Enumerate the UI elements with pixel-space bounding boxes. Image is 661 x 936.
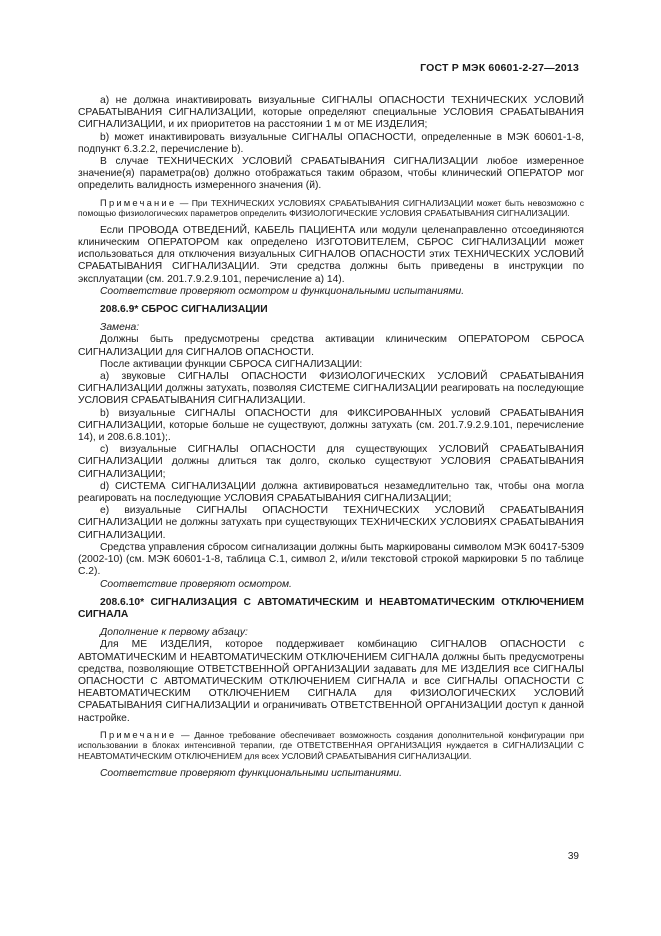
paragraph: Для МЕ ИЗДЕЛИЯ, которое поддерживает комбинацию СИГНАЛОВ ОПАСНОСТИ с АВТОМАТИЧЕСКИМ И НЕАВТОМАТИЧЕСКИМ ОТКЛЮЧЕНИЕМ СИГНАЛА должны быть предусмотрены средства, позволяющие ОТВЕТСТВЕННОЙ ОРГАНИЗАЦИИ задавать для МЕ ИЗДЕЛИЯ все СИГНАЛЫ ОПАСНОСТИ С АВТОМАТИЧЕСКИМ ОТКЛЮЧЕНИЕМ СИГНАЛА и все СИГНАЛЫ ОПАСНОСТИ С НЕАВТОМАТИЧЕСКИМ ОТКЛЮЧЕНИЕМ СИГНАЛА для ФИЗИОЛОГИЧЕСКИХ УСЛОВИЙ СРАБАТЫВАНИЯ СИГНАЛИЗАЦИИ и ограничивать ОТВЕТСТВЕННОЙ ОРГАНИЗАЦИИ доступ к данной настройке. [78,639,584,724]
paragraph: Если ПРОВОДА ОТВЕДЕНИЙ, КАБЕЛЬ ПАЦИЕНТА или модули целенаправленно отсоединяются клиническим ОПЕРАТОРОМ как определено ИЗГОТОВИТЕЛЕМ, СБРОС СИГНАЛИЗАЦИИ может использоваться для отключения визуальных СИГНАЛОВ ОПАСНОСТИ этих ТЕХНИЧЕСКИХ УСЛОВИЙ СРАБАТЫВАНИЯ СИГНАЛИЗАЦИИ. Эти средства должны быть приведены в инструкции по эксплуатации (см. 201.7.9.2.9.101, перечисление а) 14). [78,224,584,285]
note-label: Примечание [100,728,177,740]
list-item: b) визуальные СИГНАЛЫ ОПАСНОСТИ для ФИКСИРОВАННЫХ условий СРАБАТЫВАНИЯ СИГНАЛИЗАЦИИ, которые больше не существуют, должны затухать (см. 201.7.9.2.9.101, перечисление 14), и 208.6.8.101);. [78,407,584,444]
compliance-statement: Соответствие проверяют осмотром и функциональными испытаниями. [100,285,465,297]
compliance-statement: Соответствие проверяют функциональными испытаниями. [100,767,403,779]
paragraph: Средства управления сбросом сигнализации должны быть маркированы символом МЭК 60417-5309 (2002-10) (см. МЭК 60601-1-8, таблица С.1, символ 2, и/или текстовой строкой маркировки 5 по таблице С.2). [78,541,584,578]
list-item: е) визуальные СИГНАЛЫ ОПАСНОСТИ ТЕХНИЧЕСКИХ УСЛОВИЙ СРАБАТЫВАНИЯ СИГНАЛИЗАЦИИ не должны затухать при существующих ТЕХНИЧЕСКИХ УСЛОВИЯХ СРАБАТЫВАНИЯ СИГНАЛИЗАЦИИ. [78,505,584,541]
replacement-label: Замена: [100,322,140,334]
paragraph: В случае ТЕХНИЧЕСКИХ УСЛОВИЙ СРАБАТЫВАНИЯ СИГНАЛИЗАЦИИ любое измеренное значение(я) параметра(ов) должно отображаться таким образом, чтобы клинический ОПЕРАТОР мог определить валидность измеренного значения (й). [78,156,584,192]
list-item: с) визуальные СИГНАЛЫ ОПАСНОСТИ для существующих УСЛОВИЙ СРАБАТЫВАНИЯ СИГНАЛИЗАЦИИ должны длиться так долго, сколько существуют УСЛОВИЯ СРАБАТЫВАНИЯ СИГНАЛИЗАЦИИ; [78,444,584,480]
paragraph: После активации функции СБРОСА СИГНАЛИЗАЦИИ: [100,358,363,370]
note-text: — При ТЕХНИЧЕСКИХ УСЛОВИЯХ СРАБАТЫВАНИЯ СИГНАЛИЗАЦИИ может быть невозможно с помощью физиологических параметров определить ФИЗИОЛОГИЧЕСКИЕ УСЛОВИЯ СРАБАТЫВАНИЯ СИГНАЛИЗАЦИИ. [78,197,584,219]
list-item: d) СИСТЕМА СИГНАЛИЗАЦИИ должна активироваться незамедлительно так, чтобы она могла реагировать на последующие УСЛОВИЯ СРАБАТЫВАНИЯ СИГНАЛИЗАЦИИ; [78,480,584,505]
paragraph: а) не должна инактивировать визуальные СИГНАЛЫ ОПАСНОСТИ ТЕХНИЧЕСКИХ УСЛОВИЙ СРАБАТЫВАНИЯ СИГНАЛИЗАЦИИ, которые определяют специальные УСЛОВИЯ СРАБАТЫВАНИЯ СИГНАЛИЗАЦИИ, и их приоритетов на расстоянии 1 м от МЕ ИЗДЕЛИЯ; [78,95,584,131]
note [78,730,584,762]
document-body [78,95,584,780]
list-item: а) звуковые СИГНАЛЫ ОПАСНОСТИ ФИЗИОЛОГИЧЕСКИХ УСЛОВИЙ СРАБАТЫВАНИЯ СИГНАЛИЗАЦИИ должны затухать, позволяя СИСТЕМЕ СИГНАЛИЗАЦИИ реагировать на последующие УСЛОВИЯ СРАБАТЫВАНИЯ СИГНАЛИЗАЦИИ. [78,371,584,407]
paragraph: Должны быть предусмотрены средства активации клиническим ОПЕРАТОРОМ СБРОСА СИГНАЛИЗАЦИИ для СИГНАЛОВ ОПАСНОСТИ. [78,334,584,358]
note-label: Примечание [100,196,177,208]
note-text: — Данное требование обеспечивает возможность создания дополнительной конфигурации при использовании в блоках интенсивной терапии, где ОТВЕТСТВЕННАЯ ОРГАНИЗАЦИЯ нуждается в СИГНАЛИЗАЦИИ С НЕАВТОМАТИЧЕСКИМ ОТКЛЮЧЕНИЕМ для всех УСЛОВИЙ СРАБАТЫВАНИЯ СИГНАЛИЗАЦИИ. [78,729,584,761]
addition-label: Дополнение к первому абзацу: [100,627,248,639]
compliance-statement: Соответствие проверяют осмотром. [100,578,292,590]
paragraph: b) может инактивировать визуальные СИГНАЛЫ ОПАСНОСТИ, определенные в МЭК 60601-1-8, подпункт 6.3.2.2, перечисление b). [78,131,584,155]
page-number: 39 [567,851,579,862]
document-header: ГОСТ Р МЭК 60601-2-27—2013 [420,62,579,74]
section-heading: 208.6.10* СИГНАЛИЗАЦИЯ С АВТОМАТИЧЕСКИМ И НЕАВТОМАТИЧЕСКИМ ОТКЛЮЧЕНИЕМ СИГНАЛА [78,596,584,620]
section-heading: 208.6.9* СБРОС СИГНАЛИЗАЦИИ [100,304,268,316]
note [78,198,584,219]
